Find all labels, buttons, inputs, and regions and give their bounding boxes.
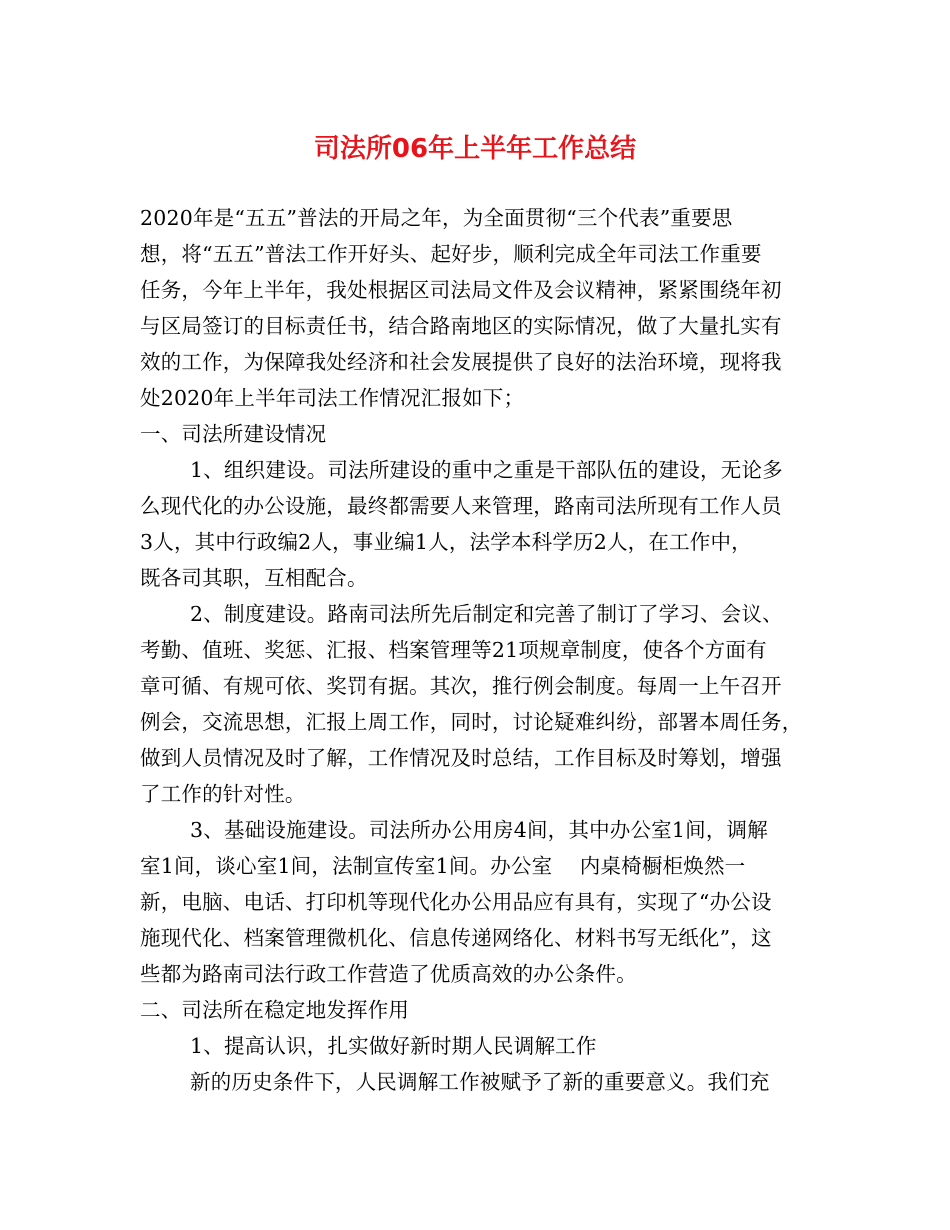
text-line: 么现代化的办公设施，最终都需要人来管理，路南司法所现有工作人员 <box>140 494 782 518</box>
text-line: 室1间，谈心室1间，法制宣传室1间。办公室 内桌椅橱柜焕然一 <box>140 854 746 878</box>
text-line: 与区局签订的目标责任书，结合路南地区的实际情况，做了大量扎实有 <box>140 314 782 338</box>
text-line: 3、基础设施建设。司法所办公用房4间，其中办公室1间，调解 <box>190 818 768 842</box>
text-line: 些都为路南司法行政工作营造了优质高效的办公条件。 <box>140 962 637 986</box>
text-line: 效的工作，为保障我处经济和社会发展提供了良好的法治环境，现将我 <box>140 350 782 374</box>
text-line: 了工作的针对性。 <box>140 782 306 806</box>
text-line: 一、司法所建设情况 <box>140 422 327 446</box>
text-line: 既各司其职，互相配合。 <box>140 566 368 590</box>
document-title: 司法所06年上半年工作总结 <box>313 134 637 164</box>
text-line: 施现代化、档案管理微机化、信息传递网络化、材料书写无纸化”，这 <box>140 926 772 950</box>
text-line: 二、司法所在稳定地发挥作用 <box>140 998 410 1022</box>
text-line: 1、组织建设。司法所建设的重中之重是干部队伍的建设，无论多 <box>190 458 783 482</box>
text-line: 章可循、有规可依、奖罚有据。其次，推行例会制度。每周一上午召开 <box>140 674 782 698</box>
text-line: 2020年是“五五”普法的开局之年，为全面贯彻“三个代表”重要思 <box>140 206 733 230</box>
text-line: 处2020年上半年司法工作情况汇报如下； <box>140 386 525 410</box>
text-line: 新的历史条件下，人民调解工作被赋予了新的重要意义。我们充 <box>190 1070 770 1094</box>
text-line: 新，电脑、电话、打印机等现代化办公用品应有具有，实现了“办公设 <box>140 890 772 914</box>
text-line: 任务，今年上半年，我处根据区司法局文件及会议精神，紧紧围绕年初 <box>140 278 782 302</box>
text-line: 1、提高认识，扎实做好新时期人民调解工作 <box>190 1034 597 1058</box>
text-line: 3人，其中行政编2人，事业编1人，法学本科学历2人，在工作中， <box>140 530 752 554</box>
text-line: 例会，交流思想，汇报上周工作，同时，讨论疑难纠纷，部署本周任务， <box>140 710 803 734</box>
text-line: 做到人员情况及时了解，工作情况及时总结，工作目标及时筹划，增强 <box>140 746 782 770</box>
document-body <box>140 200 830 1100</box>
text-line: 想，将“五五”普法工作开好头、起好步，顺利完成全年司法工作重要 <box>140 242 762 266</box>
text-line: 2、制度建设。路南司法所先后制定和完善了制订了学习、会议、 <box>190 602 783 626</box>
text-line: 考勤、值班、奖惩、汇报、档案管理等21项规章制度，使各个方面有 <box>140 638 767 662</box>
